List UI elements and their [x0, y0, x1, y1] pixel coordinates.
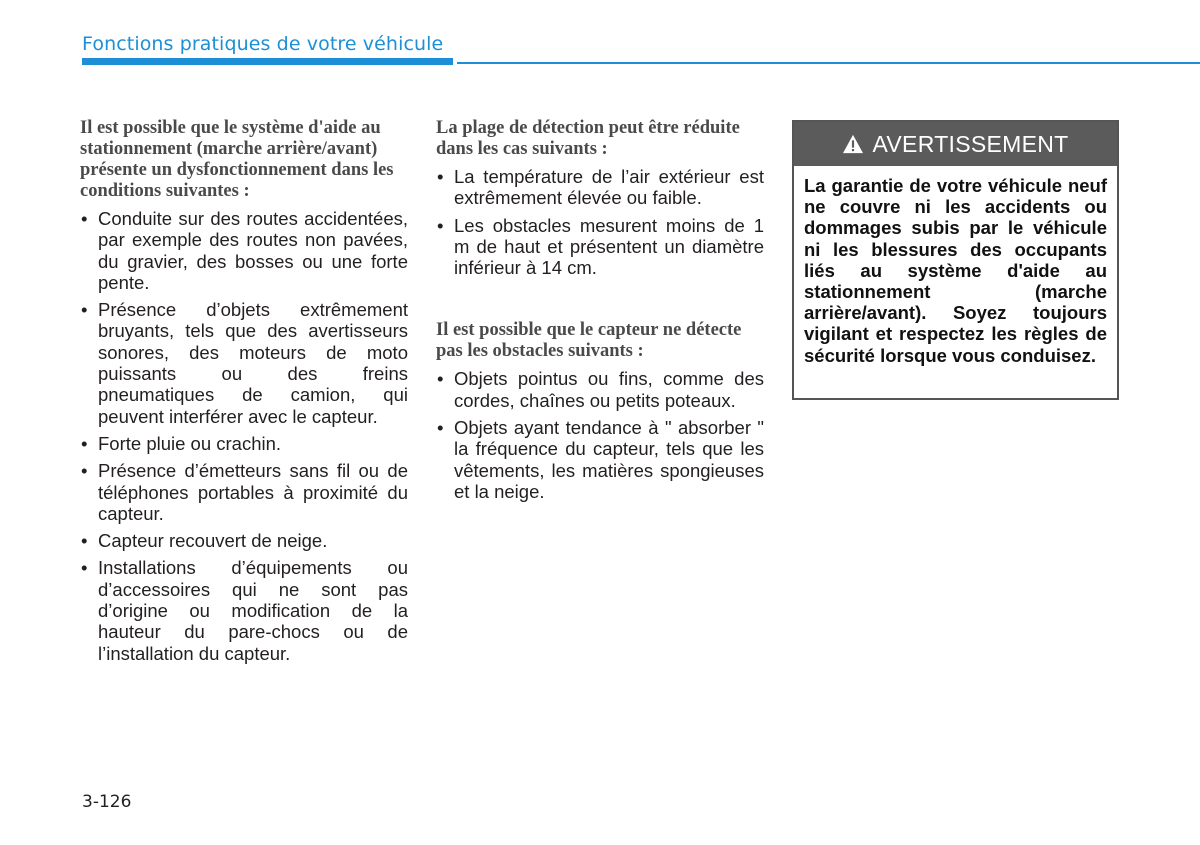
list-item: • Présence d’objets extrêmement bruyants, tels que des avertisseurs sonores, des moteurs de moto puissants ou des freins pneumatiques de camion, qui peuvent interférer avec le capteur. [80, 299, 408, 427]
warning-title: AVERTISSEMENT [872, 130, 1069, 157]
warning-body: La garantie de votre véhicule neuf ne couvre ni les accidents ou dommages subis par le véhicule ni les blessures des occupants liés au système d'aide au stationnement (marche arrière/avant). Soyez toujours vigilant et respectez les règles de sécurité lorsque vous conduisez. [804, 175, 1107, 366]
section-title: Fonctions pratiques de votre véhicule [82, 33, 444, 55]
list-item: • Objets ayant tendance à " absorber " la fréquence du capteur, tels que les vêtements, les matières spongieuses et la neige. [436, 417, 764, 502]
list-item: • La température de l’air extérieur est extrêmement élevée ou faible. [436, 166, 764, 209]
left-heading: Il est possible que le système d'aide au stationnement (marche arrière/avant) présente un dysfonctionnement dans les conditions suivantes : [80, 118, 394, 201]
list-item: • Capteur recouvert de neige. [80, 530, 408, 551]
list-item: • Conduite sur des routes accidentées, par exemple des routes non pavées, du gravier, des bosses ou une forte pente. [80, 208, 408, 293]
warning-triangle-icon [842, 134, 864, 154]
list-item: • Présence d’émetteurs sans fil ou de téléphones portables à proximité du capteur. [80, 460, 408, 524]
warning-header [794, 122, 1117, 166]
middle-heading-2: Il est possible que le capteur ne détecte pas les obstacles suivants : [436, 320, 742, 362]
left-column [80, 118, 408, 670]
header-rule-thin [457, 62, 1200, 64]
header-rule-thick [82, 58, 453, 65]
list-item: • Objets pointus ou fins, comme des cordes, chaînes ou petits poteaux. [436, 368, 764, 411]
list-item: • Forte pluie ou crachin. [80, 433, 408, 454]
warning-box [792, 120, 1119, 400]
list-item: • Installations d’équipements ou d’accessoires qui ne sont pas d’origine ou modification de la hauteur du pare-chocs ou de l’installation du capteur. [80, 557, 408, 663]
middle-list-2 [436, 368, 764, 502]
page-number: 3-126 [82, 792, 132, 812]
middle-column [436, 118, 764, 508]
middle-heading-1: La plage de détection peut être réduite dans les cas suivants : [436, 118, 740, 159]
middle-list-1 [436, 166, 764, 278]
left-list [80, 208, 408, 664]
list-item: • Les obstacles mesurent moins de 1 m de haut et présentent un diamètre inférieur à 14 cm. [436, 215, 764, 279]
